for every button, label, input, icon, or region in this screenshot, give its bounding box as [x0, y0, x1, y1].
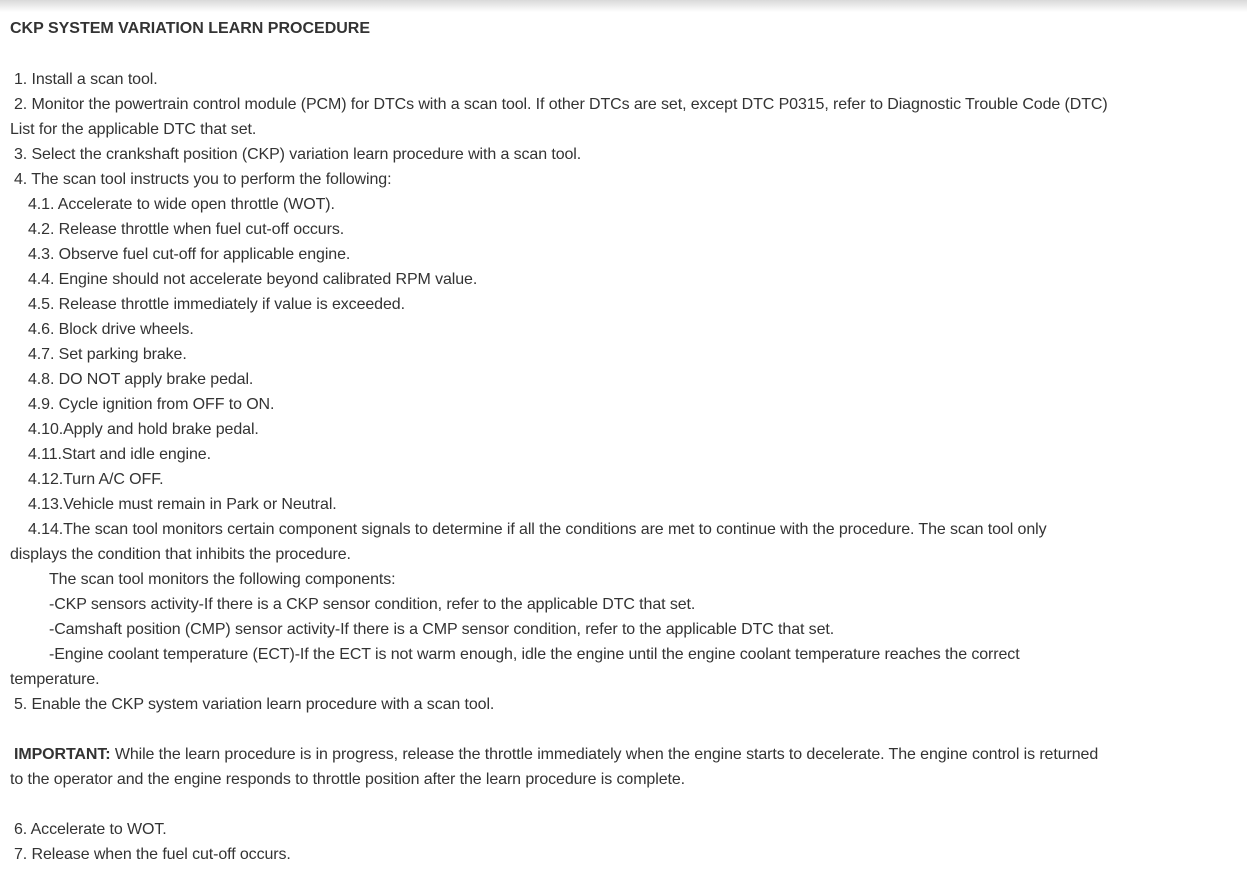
- procedure-line: 4.10.Apply and hold brake pedal.: [28, 421, 259, 438]
- procedure-line: 4.6. Block drive wheels.: [28, 321, 194, 338]
- procedure-line: 4.1. Accelerate to wide open throttle (WOT).: [28, 196, 335, 213]
- important-note-continued: to the operator and the engine responds to throttle position after the learn procedure is complete.: [10, 771, 685, 788]
- procedure-line: displays the condition that inhibits the procedure.: [10, 546, 351, 563]
- procedure-line: temperature.: [10, 671, 100, 688]
- procedure-line: 4.7. Set parking brake.: [28, 346, 187, 363]
- procedure-line: 4.4. Engine should not accelerate beyond calibrated RPM value.: [28, 271, 478, 288]
- page-title: CKP SYSTEM VARIATION LEARN PROCEDURE: [10, 20, 371, 37]
- top-shadow: [0, 0, 1247, 12]
- procedure-line: 5. Enable the CKP system variation learn procedure with a scan tool.: [14, 696, 495, 713]
- important-note: [14, 742, 1098, 767]
- procedure-line: 7. Release when the fuel cut-off occurs.: [14, 846, 291, 863]
- procedure-line: 4.12.Turn A/C OFF.: [28, 471, 164, 488]
- procedure-line: 4.14.The scan tool monitors certain component signals to determine if all the conditions are met to continue with the procedure. The scan tool only: [28, 521, 1047, 538]
- procedure-line: 6. Accelerate to WOT.: [14, 821, 167, 838]
- procedure-line: 2. Monitor the powertrain control module (PCM) for DTCs with a scan tool. If other DTCs are set, except DTC P0315, refer to Diagnostic Trouble Code (DTC): [14, 96, 1108, 113]
- procedure-line: -Camshaft position (CMP) sensor activity-If there is a CMP sensor condition, refer to the applicable DTC that set.: [49, 621, 835, 638]
- procedure-line: List for the applicable DTC that set.: [10, 121, 257, 138]
- procedure-line: 1. Install a scan tool.: [14, 71, 158, 88]
- procedure-line: 4.8. DO NOT apply brake pedal.: [28, 371, 254, 388]
- procedure-line: 4.11.Start and idle engine.: [28, 446, 211, 463]
- procedure-line: 4.13.Vehicle must remain in Park or Neutral.: [28, 496, 337, 513]
- procedure-line: -CKP sensors activity-If there is a CKP sensor condition, refer to the applicable DTC that set.: [49, 596, 696, 613]
- procedure-line: 4.2. Release throttle when fuel cut-off occurs.: [28, 221, 345, 238]
- procedure-line: 4.5. Release throttle immediately if value is exceeded.: [28, 296, 405, 313]
- procedure-line: 4. The scan tool instructs you to perform the following:: [14, 171, 392, 188]
- important-text: While the learn procedure is in progress, release the throttle immediately when the engine starts to decelerate. The engine control is returned: [110, 746, 1099, 763]
- procedure-line: 4.9. Cycle ignition from OFF to ON.: [28, 396, 275, 413]
- procedure-line: -Engine coolant temperature (ECT)-If the ECT is not warm enough, idle the engine until the engine coolant temperature reaches the correct: [49, 646, 1020, 663]
- procedure-line: 3. Select the crankshaft position (CKP) variation learn procedure with a scan tool.: [14, 146, 582, 163]
- procedure-line: The scan tool monitors the following components:: [49, 571, 396, 588]
- important-label: IMPORTANT:: [14, 746, 111, 763]
- procedure-line: 4.3. Observe fuel cut-off for applicable engine.: [28, 246, 351, 263]
